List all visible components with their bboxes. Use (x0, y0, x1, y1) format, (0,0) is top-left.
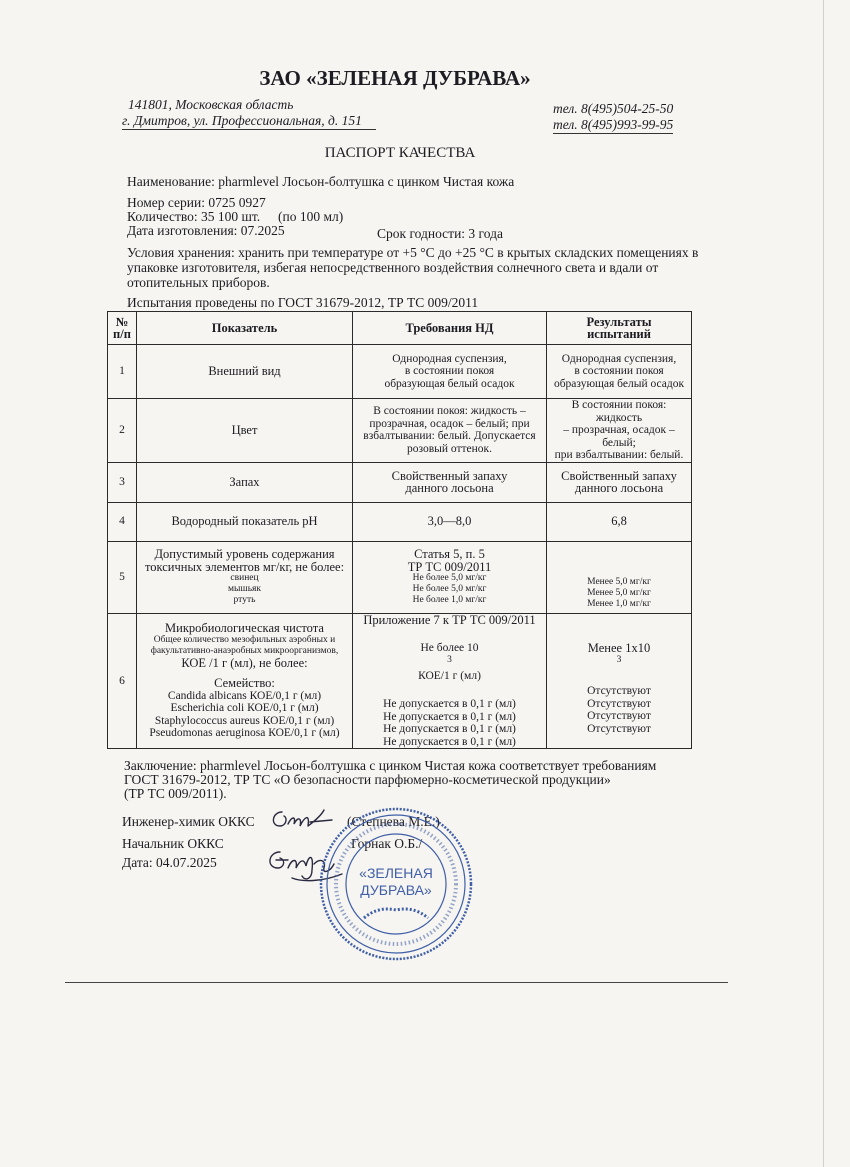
indicator-cell: Запах (137, 462, 353, 502)
storage-line-3: отопительных приборов. (127, 275, 270, 290)
indicator-cell: Водородный показатель рН (137, 502, 353, 541)
row-number: 2 (108, 399, 137, 463)
table-row (108, 345, 692, 399)
requirement-cell: Статья 5, п. 5 ТР ТС 009/2011 Не более 5,0 мг/кг Не более 5,0 мг/кг Не более 1,0 мг/кг (353, 541, 547, 613)
row-number: 6 (108, 613, 137, 749)
table-row (108, 502, 692, 541)
result-cell: Свойственный запаху данного лосьона (547, 462, 692, 502)
quantity: Количество: 35 100 шт. (127, 209, 261, 224)
header-requirements: Требования НД (353, 312, 547, 345)
company-name: ЗАО «ЗЕЛЕНАЯ ДУБРАВА» (259, 66, 531, 90)
requirement-cell: Однородная суспензия, в состоянии покоя образующая белый осадок (353, 345, 547, 399)
indicator-cell: Допустимый уровень содержания токсичных элементов мг/кг, не более: свинец мышьяк ртуть (137, 541, 353, 613)
requirement-cell: 3,0—8,0 (353, 502, 547, 541)
phone-1: тел. 8(495)504-25-50 (553, 101, 674, 116)
result-cell: 6,8 (547, 502, 692, 541)
bottom-rule (65, 982, 728, 983)
storage-line-1: Условия хранения: хранить при температуре от +5 °С до +25 °С в крытых складских помещениях в (127, 245, 699, 260)
company-stamp (318, 806, 474, 962)
requirement-cell: Свойственный запаху данного лосьона (353, 462, 547, 502)
result-cell: Менее 5,0 мг/кг Менее 5,0 мг/кг Менее 1,0 мг/кг (547, 541, 692, 613)
header-num: № п/п (108, 312, 137, 345)
conclusion-line-2: ГОСТ 31679-2012, ТР ТС «О безопасности парфюмерно-косметической продукции» (124, 772, 611, 787)
row-number: 5 (108, 541, 137, 613)
conclusion-line-3: (ТР ТС 009/2011). (124, 786, 227, 801)
table-header-row (108, 312, 692, 345)
row-number: 4 (108, 502, 137, 541)
table-row (108, 613, 692, 749)
header-indicator: Показатель (137, 312, 353, 345)
document-title: ПАСПОРТ КАЧЕСТВА (324, 145, 476, 161)
table-row (108, 399, 692, 463)
result-cell: В состоянии покоя: жидкость – прозрачная, осадок – белый; при взбалтывании: белый. (547, 399, 692, 463)
engineer-name: (Степнева М.Е.) (347, 814, 440, 829)
address-line-2: г. Дмитров, ул. Профессиональная, д. 151 (122, 113, 376, 130)
page-edge (823, 0, 824, 1167)
result-cell: Однородная суспензия, в состоянии покоя образующая белый осадок (547, 345, 692, 399)
stamp-text-1: «ЗЕЛЕНАЯ (359, 865, 433, 881)
header-results: Результаты испытаний (547, 312, 692, 345)
signing-date: Дата: 04.07.2025 (122, 855, 217, 870)
indicator-cell: Цвет (137, 399, 353, 463)
volume: (по 100 мл) (278, 209, 344, 224)
table-row (108, 462, 692, 502)
phone-2: тел. 8(495)993-99-95 (553, 117, 674, 132)
indicator-cell: Микробиологическая чистота Общее количество мезофильных аэробных и факультативно-анаэробных микроорганизмов, КОЕ /1 г (мл), не более: Семейство: Candida albicans КОЕ/0,1 г (мл) Escherichia coli КОЕ/0,1 г (мл) Staphylococcus aureus КОЕ/0,1 г (мл) Pseudomonas aeruginosa КОЕ/0,1 г (мл) (137, 613, 353, 749)
series-number: Номер серии: 0725 0927 (127, 195, 266, 210)
row-number: 3 (108, 462, 137, 502)
head-role: Начальник ОККС (122, 836, 224, 851)
shelf-life: Срок годности: 3 года (377, 226, 503, 241)
stamp-text-2: ДУБРАВА» (360, 882, 432, 898)
conclusion-line-1: Заключение: pharmlevel Лосьон-болтушка с цинком Чистая кожа соответствует требованиям (124, 758, 657, 773)
address-line-1: 141801, Московская область (128, 97, 294, 112)
manufacture-date: Дата изготовления: 07.2025 (127, 223, 285, 238)
product-name: Наименование: pharmlevel Лосьон-болтушка с цинком Чистая кожа (127, 174, 515, 189)
tests-standard: Испытания проведены по ГОСТ 31679-2012, ТР ТС 009/2011 (127, 295, 479, 310)
requirement-cell: В состоянии покоя: жидкость – прозрачная, осадок – белый; при взбалтывании: белый. Допускается розовый оттенок. (353, 399, 547, 463)
head-name: Горнак О.Б./ (351, 836, 423, 851)
table-row (108, 541, 692, 613)
storage-line-2: упаковке изготовителя, избегая непосредственного воздействия солнечного света и вдали от (127, 260, 659, 275)
requirement-cell: Приложение 7 к ТР ТС 009/2011 Не более 10 $^3$ КОЕ/1 г (мл) Не допускается в 0,1 г (мл) Не допускается в 0,1 г (мл) Не допускается в 0,1 г (мл) Не допускается в 0,1 г (мл) (353, 613, 547, 749)
row-number: 1 (108, 345, 137, 399)
result-cell: Менее 1х10 $^3$ Отсутствуют Отсутствуют Отсутствуют Отсутствуют (547, 613, 692, 749)
quality-results-table (107, 311, 692, 749)
engineer-role: Инженер-химик ОККС (122, 814, 255, 829)
indicator-cell: Внешний вид (137, 345, 353, 399)
